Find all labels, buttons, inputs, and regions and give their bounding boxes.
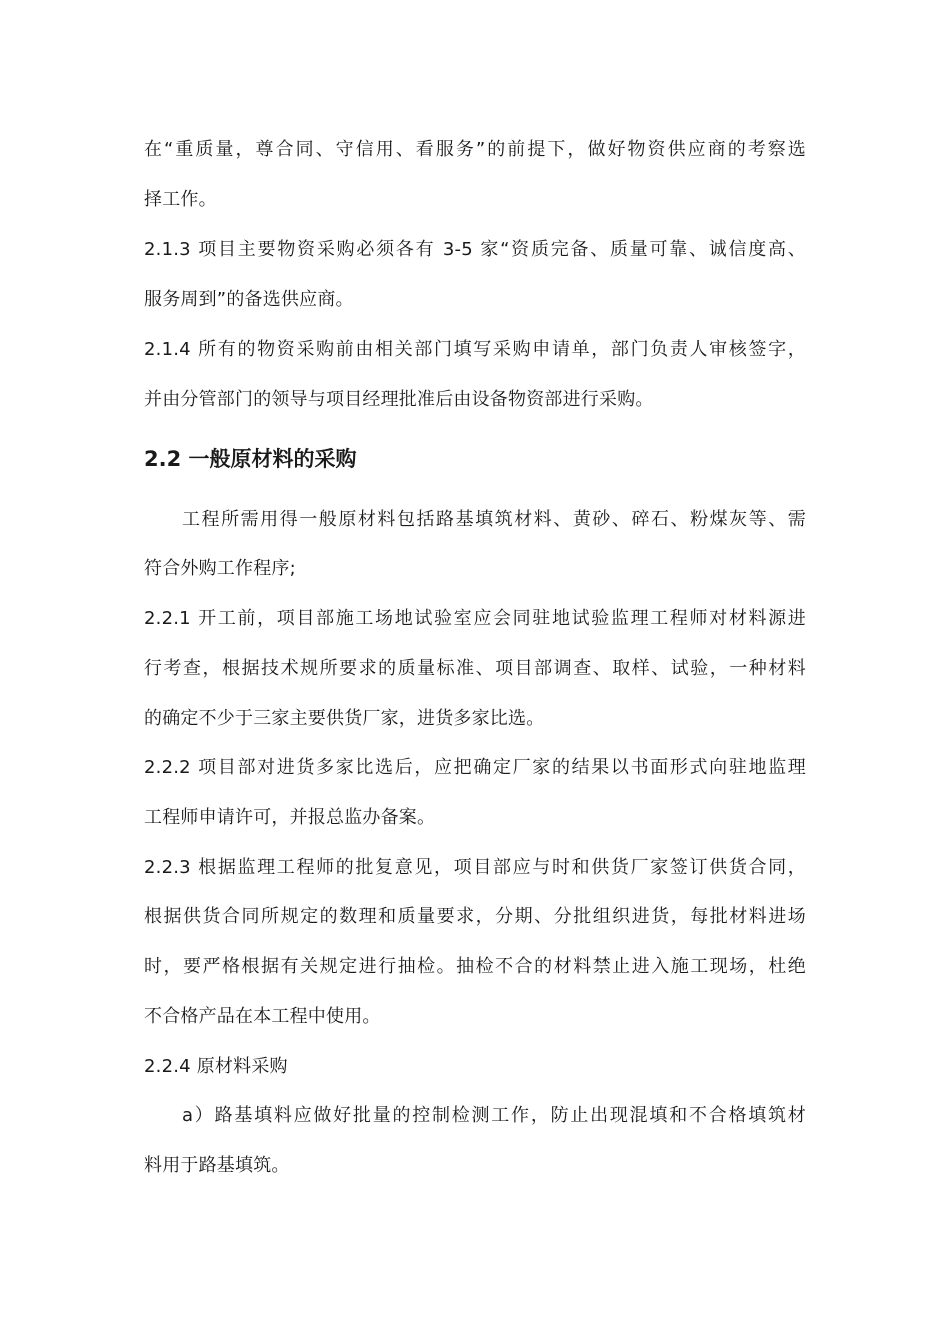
clause-2-2-1-line: 2.2.1 开工前，项目部施工场地试验室应会同驻地试验监理工程师对材料源进 [144, 608, 806, 629]
item-a-line: 料用于路基填筑。 [144, 1155, 290, 1176]
clause-2-2-3-line: 时，要严格根据有关规定进行抽检。抽检不合的材料禁止进入施工现场，杜绝 [144, 956, 806, 977]
clause-2-2-3-line: 不合格产品在本工程中使用。 [144, 1006, 381, 1027]
clause-2-2-1-line: 行考查，根据技术规所要求的质量标准、项目部调查、取样、试验，一种材料 [144, 658, 806, 679]
paragraph-line: 工程所需用得一般原材料包括路基填筑材料、黄砂、碎石、粉煤灰等、需 [182, 509, 806, 530]
paragraph-line: 择工作。 [144, 189, 217, 210]
clause-2-1-4-line: 并由分管部门的领导与项目经理批准后由设备物资部进行采购。 [144, 389, 654, 410]
clause-2-1-4-line: 2.1.4 所有的物资采购前由相关部门填写采购申请单，部门负责人审核签字， [144, 339, 806, 360]
clause-2-2-3-line: 根据供货合同所规定的数理和质量要求，分期、分批组织进货，每批材料进场 [144, 906, 806, 927]
clause-2-2-1-line: 的确定不少于三家主要供货厂家，进货多家比选。 [144, 708, 545, 729]
paragraph-line: 符合外购工作程序; [144, 558, 296, 579]
clause-2-2-3-line: 2.2.3 根据监理工程师的批复意见，项目部应与时和供货厂家签订供货合同， [144, 857, 806, 878]
clause-2-1-3-line: 服务周到”的备选供应商。 [144, 289, 354, 310]
clause-2-2-2-line: 2.2.2 项目部对进货多家比选后，应把确定厂家的结果以书面形式向驻地监理 [144, 757, 806, 778]
clause-2-1-3-line: 2.1.3 项目主要物资采购必须各有 3-5 家“资质完备、质量可靠、诚信度高、 [144, 239, 806, 260]
clause-2-2-2-line: 工程师申请许可，并报总监办备案。 [144, 807, 436, 828]
item-a-line: a）路基填料应做好批量的控制检测工作，防止出现混填和不合格填筑材 [182, 1105, 806, 1126]
clause-2-2-4-title: 2.2.4 原材料采购 [144, 1056, 288, 1077]
section-heading: 2.2 一般原材料的采购 [144, 447, 357, 471]
paragraph-line: 在“重质量，尊合同、守信用、看服务”的前提下，做好物资供应商的考察选 [144, 139, 806, 160]
